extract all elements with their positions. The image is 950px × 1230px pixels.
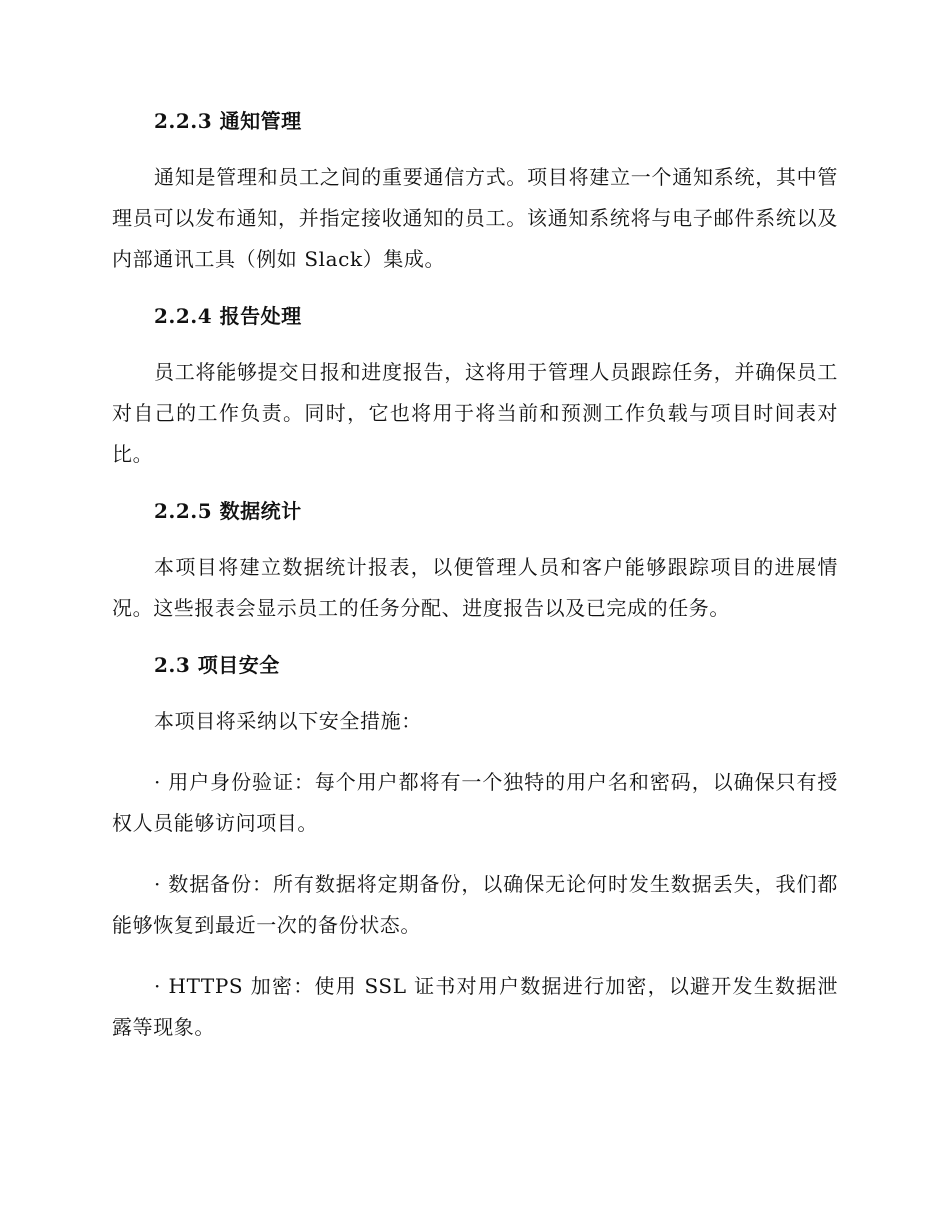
- security-intro: 本项目将采纳以下安全措施：: [154, 709, 422, 733]
- section-paragraph-report: 员工将能够提交日报和进度报告，这将用于管理人员跟踪任务，并确保员工对自己的工作负责。同时，它也将用于将当前和预测工作负载与项目时间表对比。: [112, 360, 838, 466]
- bullet-item-authentication: · 用户身份验证：每个用户都将有一个独特的用户名和密码，以确保只有授权人员能够访问项目。: [112, 770, 838, 835]
- section-heading-statistics: 2.2.5 数据统计: [154, 499, 302, 523]
- bullet-item-https: · HTTPS 加密：使用 SSL 证书对用户数据进行加密，以避开发生数据泄露等现象。: [112, 974, 838, 1039]
- section-heading-notification: 2.2.3 通知管理: [154, 109, 302, 133]
- section-paragraph-notification: 通知是管理和员工之间的重要通信方式。项目将建立一个通知系统，其中管理员可以发布通知，并指定接收通知的员工。该通知系统将与电子邮件系统以及内部通讯工具（例如 Slack）集成。: [112, 165, 838, 271]
- section-heading-security: 2.3 项目安全: [154, 653, 280, 677]
- section-paragraph-statistics: 本项目将建立数据统计报表，以便管理人员和客户能够跟踪项目的进展情况。这些报表会显示员工的任务分配、进度报告以及已完成的任务。: [112, 555, 838, 620]
- bullet-item-backup: · 数据备份：所有数据将定期备份，以确保无论何时发生数据丢失，我们都能够恢复到最近一次的备份状态。: [112, 872, 838, 937]
- section-heading-report: 2.2.4 报告处理: [154, 304, 302, 328]
